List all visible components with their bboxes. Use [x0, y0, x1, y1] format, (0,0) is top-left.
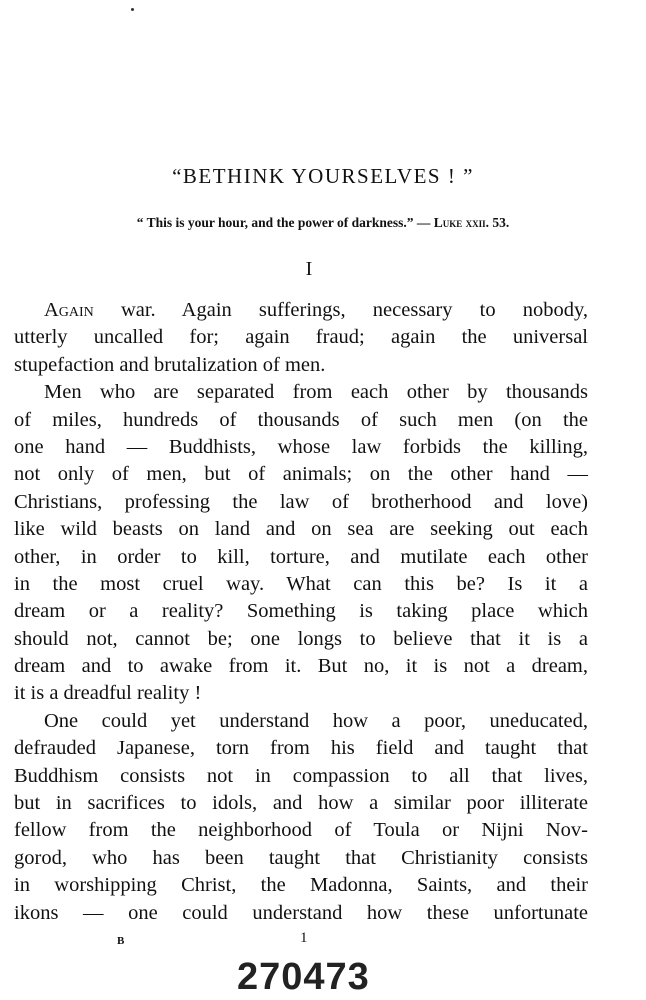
text-line: fellow from the neighborhood of Toula or Nijni Nov-: [14, 819, 588, 842]
epigraph-quote: “ This is your hour, and the power of darkness.” —: [136, 215, 431, 230]
chapter-number: I: [305, 258, 313, 280]
text-line: should not, cannot be; one longs to believe that it is a: [14, 627, 588, 650]
text-line: in worshipping Christ, the Madonna, Saints, and their: [14, 874, 588, 897]
text-line: utterly uncalled for; again fraud; again the universal: [14, 326, 588, 349]
text-line: like wild beasts on land and on sea are seeking out each: [14, 518, 588, 541]
stray-mark: [131, 8, 134, 11]
epigraph-reference: Luke xxii. 53.: [433, 215, 510, 230]
text-line: of miles, hundreds of thousands of such men (on the: [14, 408, 588, 431]
body-text: [14, 297, 588, 927]
epigraph: [0, 215, 646, 231]
paragraph-3: [14, 708, 588, 927]
text-line: one hand — Buddhists, whose law forbids the killing,: [14, 435, 588, 458]
text-line: dream and to awake from it. But no, it is not a dream,: [14, 655, 588, 678]
signature-mark: B: [117, 935, 125, 947]
drop-word: Again: [44, 299, 94, 321]
text-line: ikons — one could understand how these unfortunate: [14, 901, 588, 924]
text-line: other, in order to kill, torture, and mutilate each other: [14, 545, 588, 568]
text-line: not only of men, but of animals; on the other hand —: [14, 463, 588, 486]
text-line: it is a dreadful reality !: [14, 682, 202, 705]
text-line: but in sacrifices to idols, and how a similar poor illiterate: [14, 792, 588, 815]
text-line: stupefaction and brutalization of men.: [14, 353, 326, 376]
text-line: gorod, who has been taught that Christianity consists: [14, 846, 588, 869]
text-line: Buddhism consists not in compassion to all that lives,: [14, 764, 588, 787]
chapter-title: “BETHINK YOURSELVES ! ”: [172, 164, 474, 188]
text-line: Men who are separated from each other by thousands: [44, 381, 588, 404]
text-line: One could yet understand how a poor, uneducated,: [44, 709, 588, 732]
paragraph-1: [14, 297, 588, 379]
library-stamp-number: 270473: [237, 956, 370, 998]
page-number: 1: [300, 930, 308, 946]
text-line: dream or a reality? Something is taking place which: [14, 600, 588, 623]
text-line: Christians, professing the law of brotherhood and love): [14, 490, 588, 513]
paragraph-2: [14, 379, 588, 708]
text-line: defrauded Japanese, torn from his field and taught that: [14, 737, 588, 760]
text-line: Again war. Again sufferings, necessary to nobody,: [44, 299, 588, 321]
text-line: in the most cruel way. What can this be? Is it a: [14, 572, 588, 595]
